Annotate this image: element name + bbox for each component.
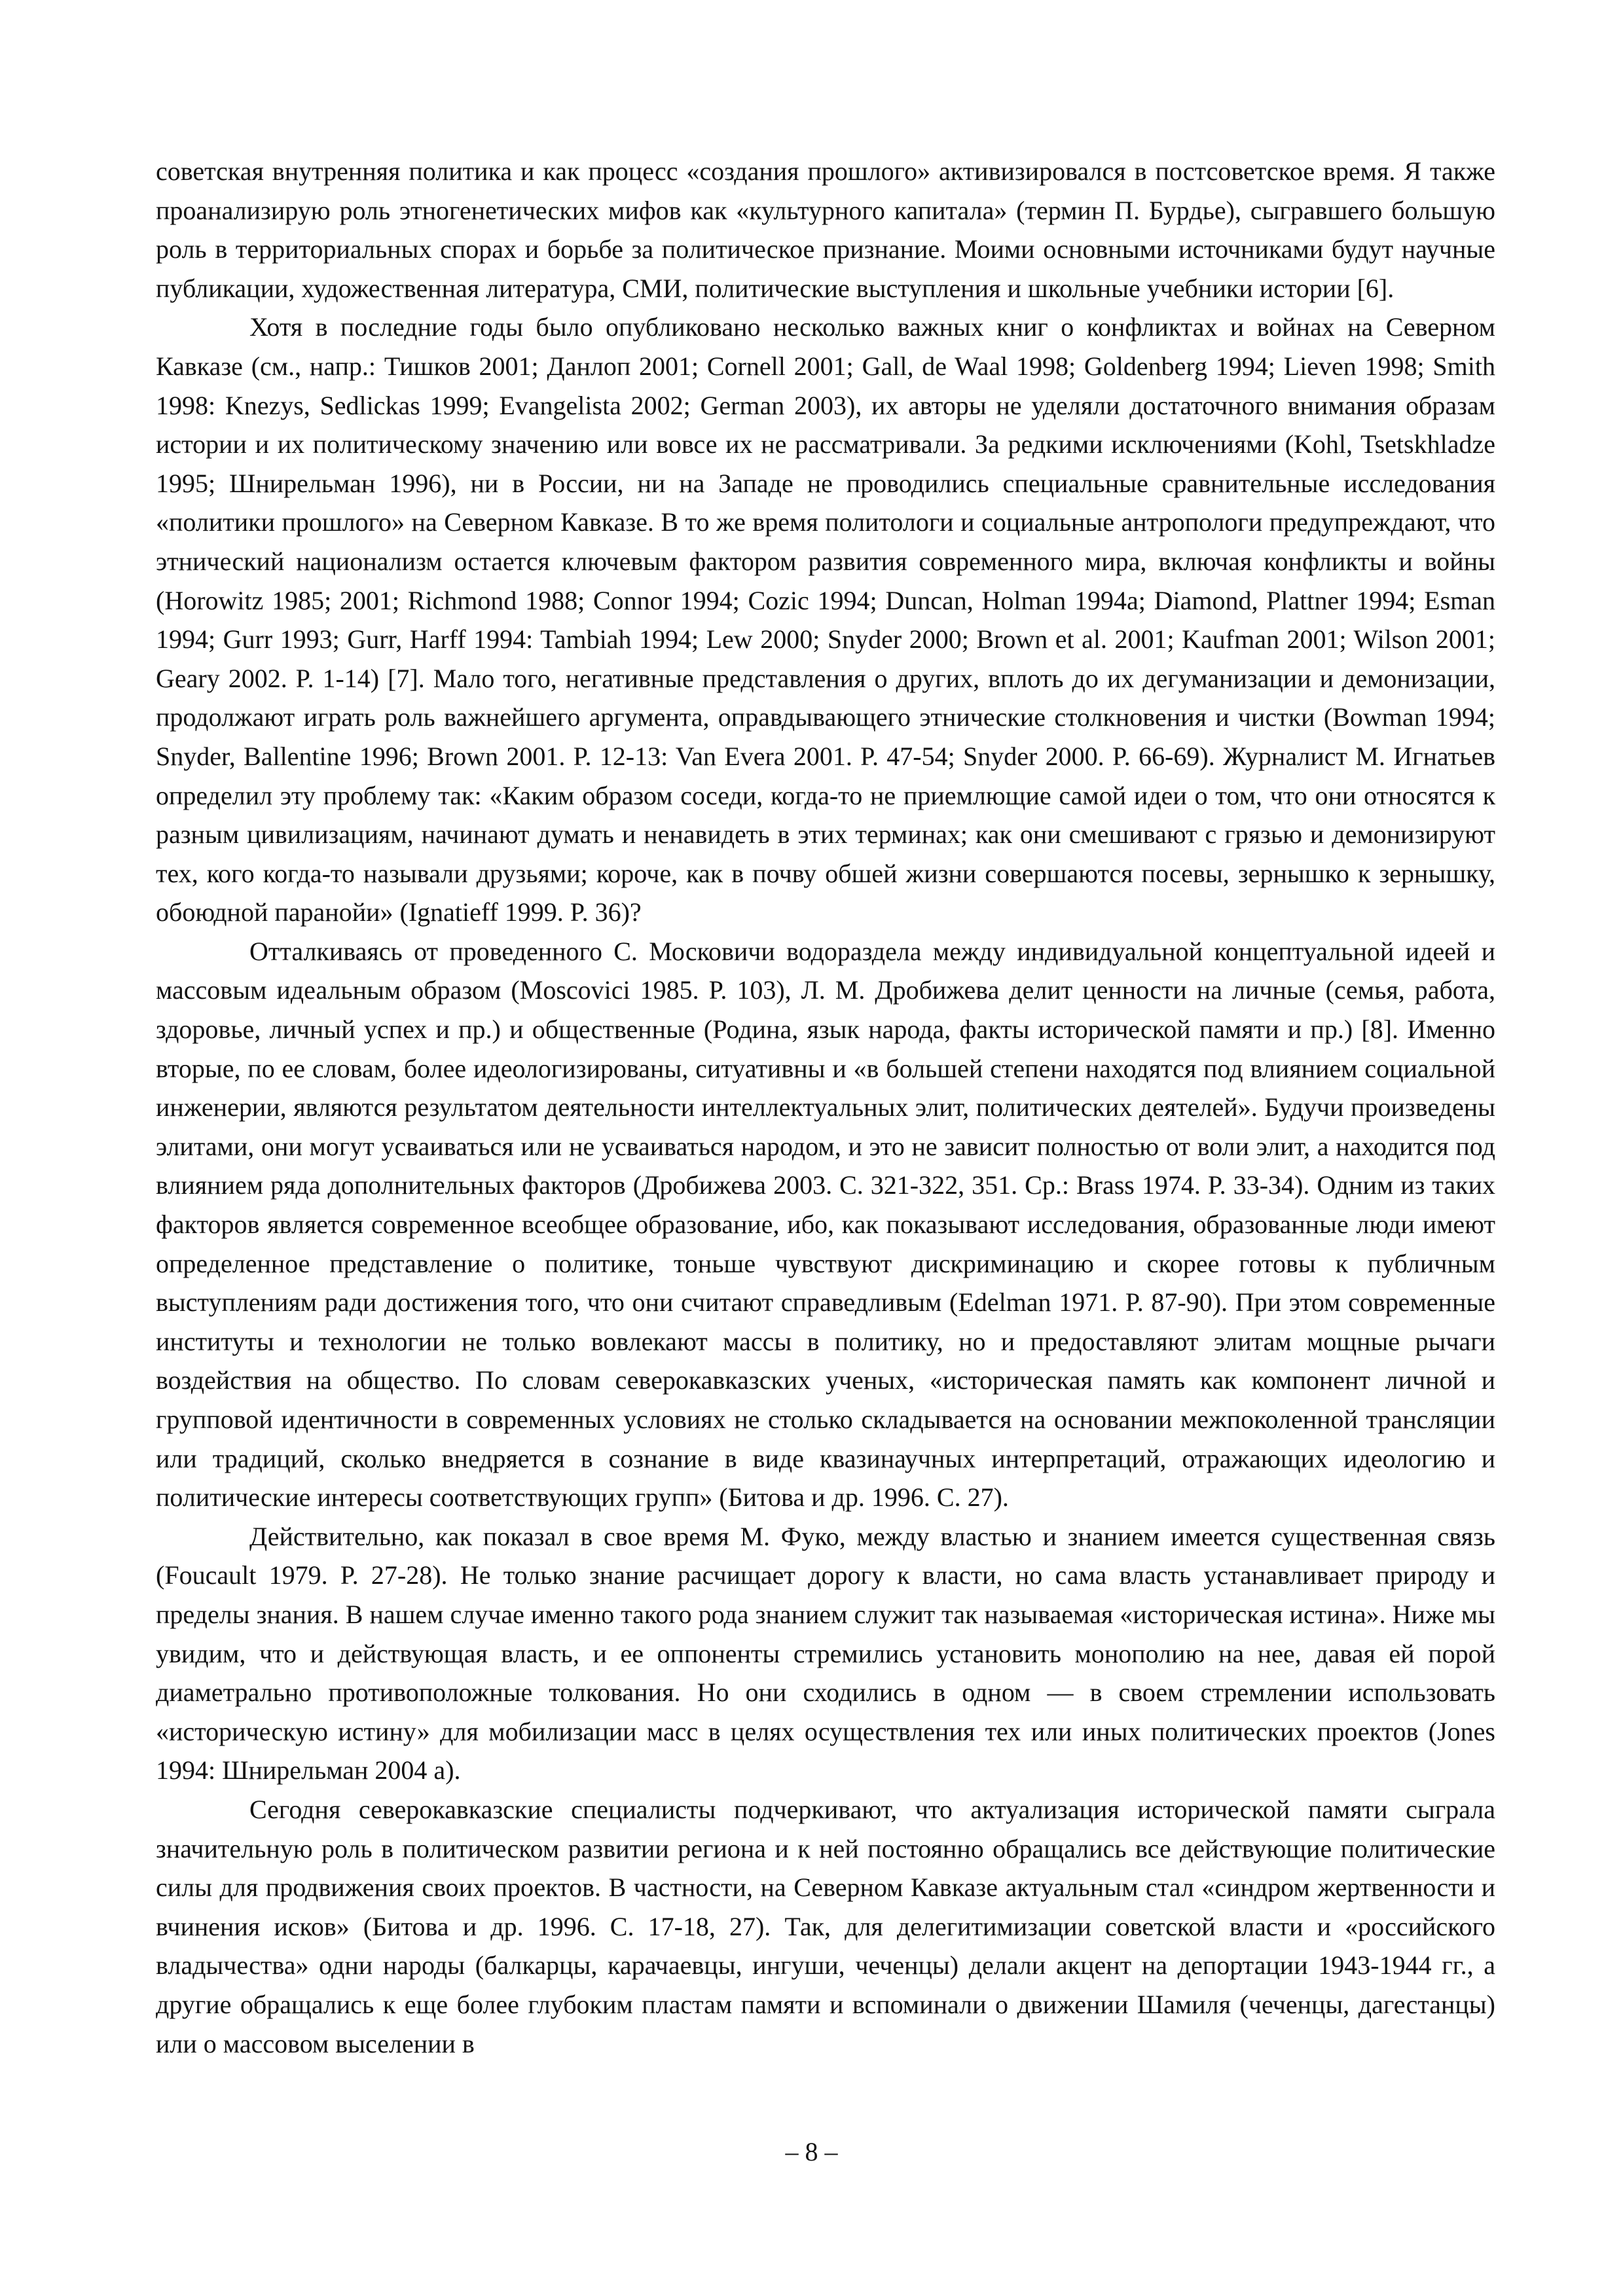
paragraph-continuation: советская внутренняя политика и как процесс «создания прошлого» активизировался в постсоветское время. Я также проанализирую роль этногенетических мифов как «культурного капитала» (термин П. Бурдье), сыгравшего большую роль в территориальных спорах и борьбе за политическое признание. Моими основными источниками будут научные публикации, художественная литература, СМИ, политические выступления и школьные учебники истории [6].	[156, 156, 1495, 303]
page-body	[156, 152, 1495, 2063]
paragraph-north-caucasus-literature: Хотя в последние годы было опубликовано несколько важных книг о конфликтах и войнах на Северном Кавказе (см., напр.: Тишков 2001; Данлоп 2001; Cornell 2001; Gall, de Waal 1998; Goldenberg 1994; Lieven 1998; Smith 1998: Knezys, Sedlickas 1999; Evangelista 2002; German 2003), их авторы не уделяли достаточного внимания образам истории и их политическому значению или вовсе их не рассматривали. За редкими исключениями (Kohl, Tsetskhladze 1995; Шнирельман 1996), ни в России, ни на Западе не проводились специальные сравнительные исследования «политики прошлого» на Северном Кавказе. В то же время политологи и социальные антропологи предупреждают, что этнический национализм остается ключевым фактором развития современного мира, включая конфликты и войны (Horowitz 1985; 2001; Richmond 1988; Connor 1994; Cozic 1994; Duncan, Holman 1994a; Diamond, Plattner 1994; Esman 1994; Gurr 1993; Gurr, Harff 1994: Tambiah 1994; Lew 2000; Snyder 2000; Brown et al. 2001; Kaufman 2001; Wilson 2001; Geary 2002. P. 1-14) [7]. Мало того, негативные представления о других, вплоть до их дегуманизации и демонизации, продолжают играть роль важнейшего аргумента, оправдывающего этнические столкновения и чистки (Bowman 1994; Snyder, Ballentine 1996; Brown 2001. P. 12-13: Van Evera 2001. P. 47-54; Snyder 2000. P. 66-69). Журналист М. Игнатьев определил эту проблему так: «Каким образом соседи, когда-то не приемлющие самой идеи о том, что они относятся к разным цивилизациям, начинают думать и ненавидеть в этих терминах; как они смешивают с грязью и демонизируют тех, кого когда-то называли друзьями; короче, как в почву обшей жизни совершаются посевы, зернышко к зернышку, обоюдной паранойи» (Ignatieff 1999. P. 36)?	[156, 312, 1495, 927]
paragraph-values-moscovici-drobizheva: Отталкиваясь от проведенного С. Московичи водораздела между индивидуальной концептуальной идеей и массовым идеальным образом (Moscovici 1985. P. 103), Л. М. Дробижева делит ценности на личные (семья, работа, здоровье, личный успех и пр.) и общественные (Родина, язык народа, факты исторической памяти и пр.) [8]. Именно вторые, по ее словам, более идеологизированы, ситуативны и «в большей степени находятся под влиянием социальной инженерии, являются результатом деятельности интеллектуальных элит, политических деятелей». Будучи произведены элитами, они могут усваиваться или не усваиваться народом, и это не зависит полностью от воли элит, а находится под влиянием ряда дополнительных факторов (Дробижева 2003. С. 321-322, 351. Ср.: Brass 1974. P. 33-34). Одним из таких факторов является современное всеобщее образование, ибо, как показывают исследования, образованные люди имеют определенное представление о политике, тоньше чувствуют дискриминацию и скорее готовы к публичным выступлениям ради достижения того, что они считают справедливым (Edelman 1971. P. 87-90). При этом современные институты и технологии не только вовлекают массы в политику, но и предоставляют элитам мощные рычаги воздействия на общество. По словам северокавказских ученых, «историческая память как компонент личной и групповой идентичности в современных условиях не столько складывается на основании межпоколенной трансляции или традиций, сколько внедряется в сознание в виде квазинаучных интерпретаций, отражающих идеологию и политические интересы соответствующих групп» (Битова и др. 1996. С. 27).	[156, 936, 1495, 1513]
paragraph-historical-memory: Сегодня северокавказские специалисты подчеркивают, что актуализация исторической памяти сыграла значительную роль в политическом развитии региона и к ней постоянно обращались все действующие политические силы для продвижения своих проектов. В частности, на Северном Кавказе актуальным стал «синдром жертвенности и вчинения исков» (Битова и др. 1996. С. 17-18, 27). Так, для делегитимизации советской власти и «российского владычества» одни народы (балкарцы, карачаевцы, ингуши, чеченцы) делали акцент на депортации 1943-1944 гг., а другие обращались к еще более глубоким пластам памяти и вспоминали о движении Шамиля (чеченцы, дагестанцы) или о массовом выселении в	[156, 1794, 1495, 2058]
paragraph-power-knowledge-foucault: Действительно, как показал в свое время М. Фуко, между властью и знанием имеется существенная связь (Foucault 1979. P. 27-28). Не только знание расчищает дорогу к власти, но сама власть устанавливает природу и пределы знания. В нашем случае именно такого рода знанием служит так называемая «историческая истина». Ниже мы увидим, что и действующая власть, и ее оппоненты стремились установить монополию на нее, давая ей порой диаметрально противоположные толкования. Но они сходились в одном — в своем стремлении использовать «историческую истину» для мобилизации масс в целях осуществления тех или иных политических проектов (Jones 1994: Шнирельман 2004 а).	[156, 1521, 1495, 1785]
page-number: – 8 –	[785, 2137, 838, 2166]
